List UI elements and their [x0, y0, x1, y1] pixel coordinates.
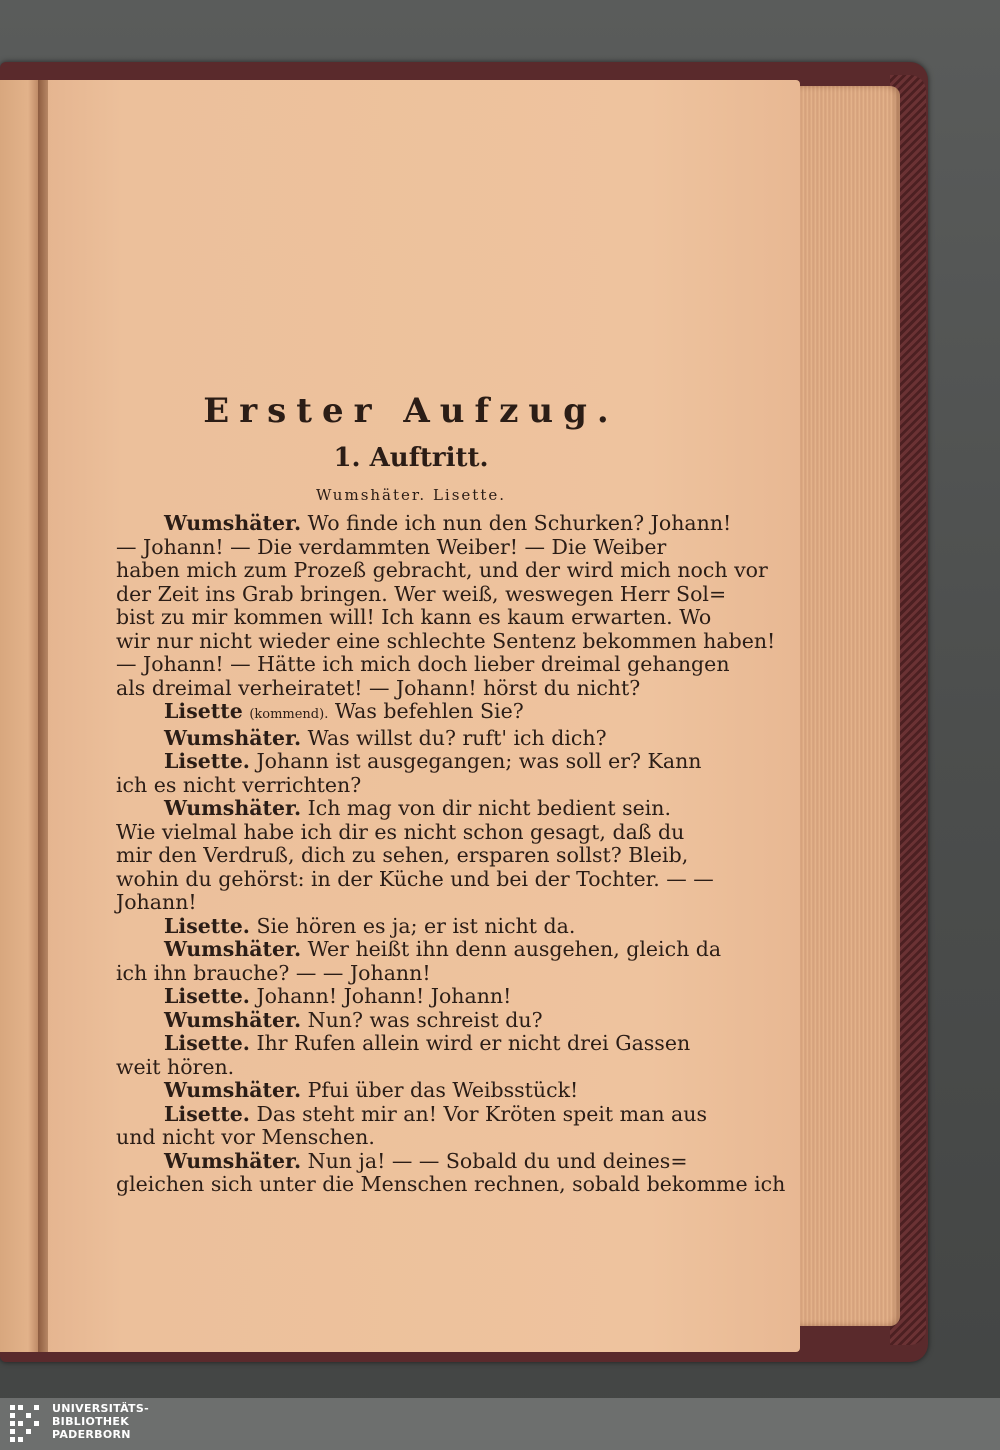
speaker-name: Wumshäter. [164, 796, 302, 820]
speaker-name: Wumshäter. [164, 511, 302, 535]
text-line [116, 536, 706, 560]
speaker-name: Wumshäter. [164, 1078, 302, 1102]
library-name [52, 1402, 149, 1441]
line-text: weit hören. [116, 1054, 235, 1079]
line-text: Sie hören es ja; er ist nicht da. [256, 913, 576, 938]
text-line [116, 821, 706, 845]
text-line [116, 797, 706, 821]
speaker-name: Lisette. [164, 1101, 250, 1126]
speaker-name: Lisette [164, 699, 243, 723]
line-text: Wie vielmal habe ich dir es nicht schon gesagt, daß du [116, 819, 685, 844]
text-line [116, 844, 706, 868]
line-text: ich es nicht verrichten? [116, 772, 362, 797]
text-line [116, 605, 712, 630]
text-line [116, 774, 706, 798]
text-line [116, 1056, 706, 1080]
persons-list: Wumshäter. Lisette. [316, 486, 506, 504]
speaker-name: Lisette. [164, 984, 250, 1008]
text-line [116, 1103, 706, 1127]
line-text: Nun ja! — — Sobald du und deines= [307, 1148, 688, 1173]
line-text: wohin du gehörst: in der Küche und bei der Tochter. — — [116, 866, 714, 891]
line-text: Ich mag von dir nicht bedient sein. [307, 796, 672, 820]
speaker-name: Wumshäter. [164, 1007, 302, 1032]
left-facing-page [0, 80, 40, 1352]
line-text: — Johann! — Hätte ich mich doch lieber dreimal gehangen [116, 652, 730, 676]
line-text: Johann! Johann! Johann! [256, 984, 512, 1008]
line-text: bist zu mir kommen will! Ich kann es kaum erwarten. Wo [116, 605, 712, 629]
text-line [116, 750, 706, 774]
line-text: Nun? was schreist du? [307, 1007, 543, 1032]
line-text: und nicht vor Menschen. [116, 1125, 375, 1149]
line-text: gleichen sich unter die Menschen rechnen, sobald bekomme ich [116, 1172, 786, 1196]
text-line [116, 628, 776, 654]
text-line [116, 1079, 706, 1103]
library-name-line-1: UNIVERSITÄTS- [52, 1402, 149, 1415]
line-text: der Zeit ins Grab bringen. Wer weiß, weswegen Herr Sol= [116, 581, 727, 606]
line-text: wir nur nicht wieder eine schlechte Sentenz bekommen haben! [116, 628, 776, 653]
text-line [116, 891, 706, 915]
page-block-edge [794, 86, 900, 1326]
text-line [116, 1126, 706, 1150]
speaker-name: Lisette. [164, 749, 250, 773]
line-text: ich ihn brauche? — — Johann! [116, 960, 431, 985]
line-text: Pfui über das Weibsstück! [307, 1078, 579, 1102]
line-text: Johann! [116, 890, 197, 914]
line-text: Was willst du? ruft' ich dich? [307, 725, 607, 750]
act-title: Erster Aufzug. [203, 391, 619, 431]
text-line [116, 1032, 706, 1056]
text-line [116, 866, 714, 892]
line-text: — Johann! — Die verdammten Weiber! — Die Weiber [116, 534, 667, 559]
library-name-line-2: BIBLIOTHEK [52, 1415, 130, 1428]
line-text: Ihr Rufen allein wird er nicht drei Gassen [256, 1031, 691, 1055]
dialogue-lines [116, 511, 786, 1197]
line-text: Das steht mir an! Vor Kröten speit man aus [256, 1101, 708, 1126]
page-text [116, 390, 786, 1197]
speaker-name: Lisette. [164, 1031, 250, 1055]
stage-direction: (kommend). [249, 707, 329, 722]
text-line [116, 581, 727, 607]
line-text: als dreimal verheiratet! — Johann! hörst du nicht? [116, 675, 641, 700]
scene-title: 1. Auftritt. [333, 443, 489, 473]
text-line [116, 985, 706, 1009]
text-line [116, 1009, 706, 1033]
text-line [116, 727, 706, 751]
text-line [116, 677, 706, 701]
text-line [116, 962, 706, 986]
speaker-name: Wumshäter. [164, 937, 302, 961]
text-line [116, 937, 722, 962]
text-line [116, 558, 768, 583]
line-text: Johann ist ausgegangen; was soll er? Kann [256, 749, 702, 773]
text-line [116, 700, 706, 727]
library-name-line-3: PADERBORN [52, 1428, 131, 1441]
text-line [116, 1150, 706, 1174]
line-text: haben mich zum Prozeß gebracht, und der wird mich noch vor [116, 558, 768, 582]
speaker-name: Lisette. [164, 913, 250, 938]
line-text: Was befehlen Sie? [334, 699, 524, 723]
speaker-name: Wumshäter. [164, 725, 302, 750]
text-line [116, 915, 706, 939]
footer-bar [0, 1398, 1000, 1450]
library-logo-icon [8, 1403, 44, 1447]
line-text: Wo finde ich nun den Schurken? Johann! [307, 511, 732, 535]
text-line [116, 652, 730, 677]
speaker-name: Wumshäter. [164, 1148, 302, 1173]
text-line [116, 1172, 786, 1197]
line-text: Wer heißt ihn denn ausgehen, gleich da [307, 937, 722, 961]
text-line [116, 511, 732, 536]
line-text: mir den Verdruß, dich zu sehen, ersparen sollst? Bleib, [116, 843, 689, 867]
